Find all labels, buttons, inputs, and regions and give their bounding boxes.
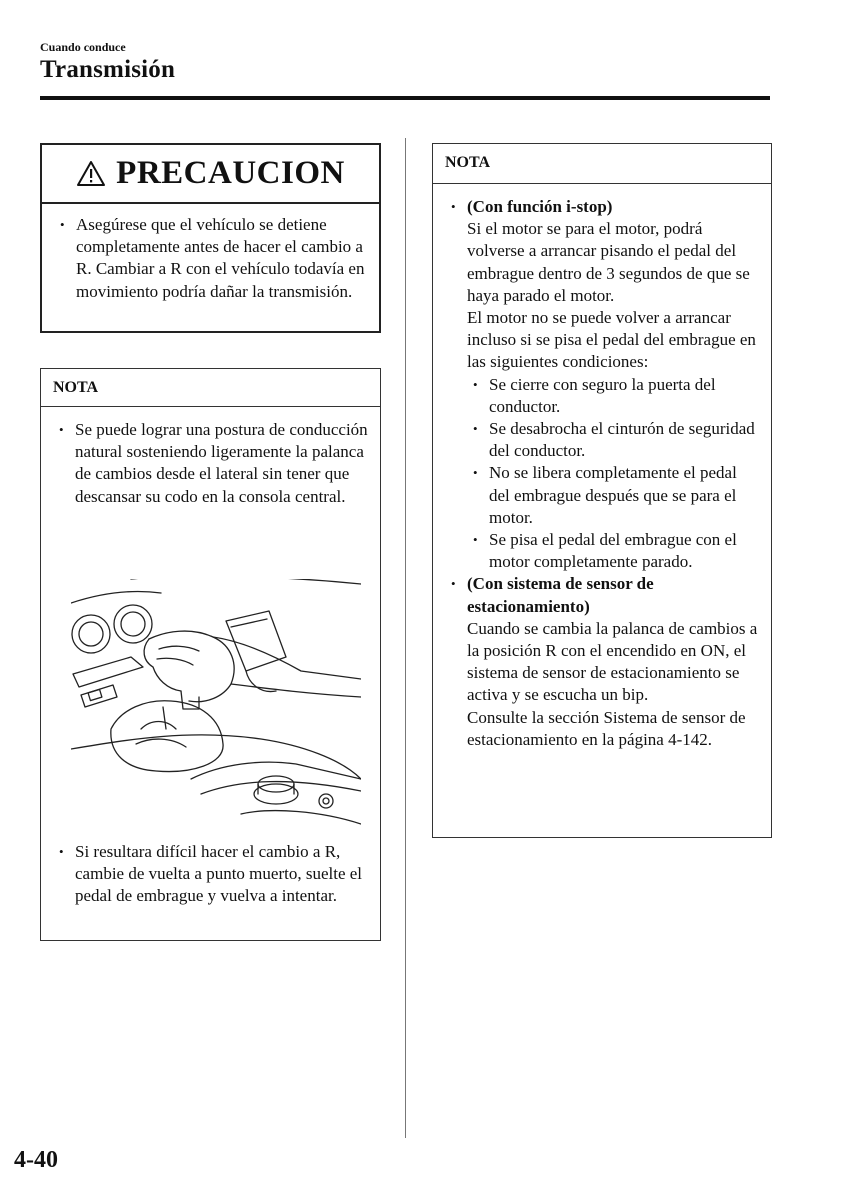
condition-item: • Se cierre con seguro la puerta del conductor. xyxy=(467,374,761,418)
note-left-list-2 xyxy=(53,841,368,908)
gear-shift-illustration xyxy=(71,579,361,839)
note-right-item-istop xyxy=(445,196,761,573)
caution-header xyxy=(42,145,379,204)
warning-triangle-icon xyxy=(76,160,106,187)
sensor-text-2: Consulte la sección Sistema de sensor de estacionamiento en la página 4-142. xyxy=(467,707,746,749)
istop-heading: • (Con función i-stop) xyxy=(467,197,613,216)
note-left-title: NOTA xyxy=(41,369,380,407)
note-box-right xyxy=(432,143,772,838)
page-title: Transmisión xyxy=(40,56,176,83)
note-box-left xyxy=(40,368,381,941)
caution-item: • Asegúrese que el vehículo se detiene completamente antes de hacer el cambio a R. Cambiar a R con el vehículo todavía en movimiento podría dañar la transmisión. xyxy=(54,214,367,303)
note-left-list xyxy=(53,419,368,508)
note-right-title: NOTA xyxy=(433,144,771,184)
note-right-list xyxy=(445,196,761,751)
note-left-item: • Se puede lograr una postura de conducción natural sosteniendo ligeramente la palanca de cambios desde el lateral sin tener que descansar su codo en la consola central. xyxy=(53,419,368,508)
header-section: Cuando conduce xyxy=(40,40,126,54)
condition-item: • Se pisa el pedal del embrague con el motor completamente parado. xyxy=(467,529,761,573)
condition-item: • No se libera completamente el pedal del embrague después que se para el motor. xyxy=(467,462,761,529)
sensor-text-1: Cuando se cambia la palanca de cambios a la posición R con el encendido en ON, el sistema de sensor de estacionamiento se activa y se escucha un bip. xyxy=(467,618,758,705)
caution-box xyxy=(40,143,381,333)
caution-title: PRECAUCION xyxy=(116,155,345,191)
istop-text-1: Si el motor se para el motor, podrá volverse a arrancar pisando el pedal del embrague dentro de 3 segundos de que se haya parado el motor. xyxy=(467,219,750,305)
header-rule xyxy=(40,96,770,100)
sensor-heading: • (Con sistema de sensor de estacionamiento) xyxy=(467,574,654,616)
column-divider xyxy=(405,138,406,1138)
page-number: 4-40 xyxy=(14,1147,58,1173)
note-right-item-sensor xyxy=(445,573,761,751)
condition-item: • Se desabrocha el cinturón de seguridad del conductor. xyxy=(467,418,761,462)
istop-text-2: El motor no se puede volver a arrancar incluso si se pisa el pedal del embrague en las siguientes condiciones: xyxy=(467,308,756,372)
caution-list xyxy=(54,214,367,303)
note-left-item: • Si resultara difícil hacer el cambio a R, cambie de vuelta a punto muerto, suelte el pedal de embrague y vuelva a intentar. xyxy=(53,841,368,908)
istop-conditions xyxy=(467,374,761,574)
